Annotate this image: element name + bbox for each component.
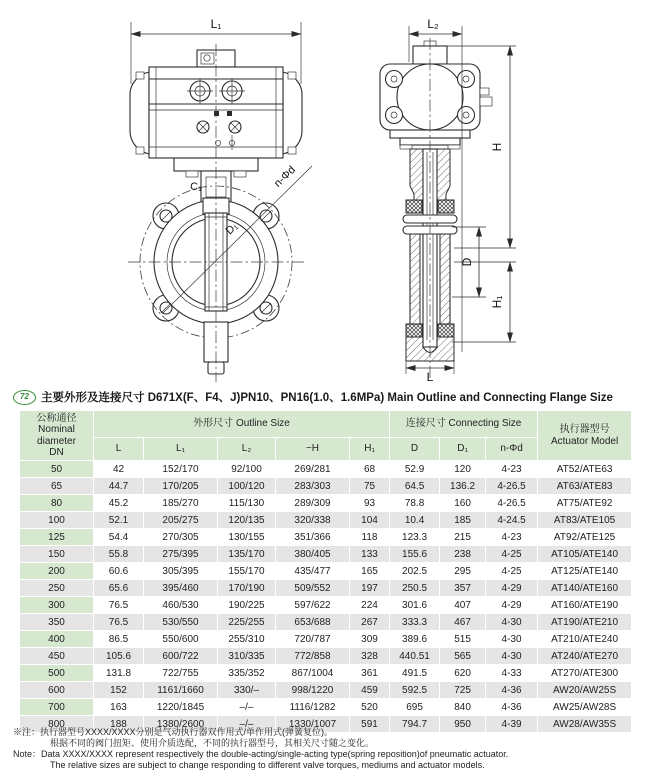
cell-value: AW28/AW35S [538,716,632,733]
cell-value: 152/170 [144,461,218,478]
cell-value: 407 [440,597,486,614]
cell-value: 772/858 [276,648,350,665]
cell-value: AT125/ATE140 [538,563,632,580]
cell-dn: 600 [20,682,94,699]
table-row [20,648,632,665]
cell-dn: 250 [20,580,94,597]
cell-value: AT63/ATE83 [538,478,632,495]
col-header-n-phi-d: n-Φd [486,438,538,461]
dim-label-d: D [460,257,474,267]
dn-header-en3: DN [49,446,64,458]
cell-value: 395/460 [144,580,218,597]
cell-value: 840 [440,699,486,716]
cell-value: 238 [440,546,486,563]
cell-value: 1330/1007 [276,716,350,733]
cell-value: 520 [350,699,390,716]
cell-value: 4-30 [486,631,538,648]
col-header-actuator-model [538,411,632,461]
col-header-H1: H₁ [350,438,390,461]
cell-value: AW20/AW25S [538,682,632,699]
cell-value: 120/135 [218,512,276,529]
cell-value: 380/405 [276,546,350,563]
cell-value: 269/281 [276,461,350,478]
cell-value: AT270/ATE300 [538,665,632,682]
cell-value: 104 [350,512,390,529]
cell-value: 4-33 [486,665,538,682]
cell-value: 86.5 [94,631,144,648]
cell-value: 460/530 [144,597,218,614]
col-header-L2: L₂ [218,438,276,461]
col-group-connecting-size: 连接尺寸 Connecting Size [390,411,538,438]
cell-value: 165 [350,563,390,580]
valve-drawing-svg [0,0,650,386]
cell-value: 54.4 [94,529,144,546]
cell-value: 190/225 [218,597,276,614]
cell-value: 4-26.5 [486,495,538,512]
cell-value: 123.3 [390,529,440,546]
technical-drawings [0,0,650,386]
cell-value: 289/309 [276,495,350,512]
cell-value: 270/305 [144,529,218,546]
footnote-line: 根据不同的阀门扭矩、使用介质选配，不同的执行器型号，其相关尺寸随之变化。 [50,738,375,748]
cell-value: 794.7 [390,716,440,733]
cell-value: 78.8 [390,495,440,512]
cell-value: 250.5 [390,580,440,597]
table-row [20,495,632,512]
cell-value: 592.5 [390,682,440,699]
cell-value: 4-23 [486,529,538,546]
cell-value: 188 [94,716,144,733]
cell-dn: 100 [20,512,94,529]
cell-value: AT190/ATE210 [538,614,632,631]
col-group-outline-size: 外形尺寸 Outline Size [94,411,390,438]
col-header-dn [20,411,94,461]
cell-value: 197 [350,580,390,597]
cell-value: 160 [440,495,486,512]
cell-value: 155.6 [390,546,440,563]
cell-value: 225/255 [218,614,276,631]
cell-value: 467 [440,614,486,631]
cell-value: AT160/ATE190 [538,597,632,614]
cell-value: 170/190 [218,580,276,597]
cell-value: 60.6 [94,563,144,580]
cell-value: 115/130 [218,495,276,512]
cell-value: 52.1 [94,512,144,529]
cell-value: 55.8 [94,546,144,563]
cell-value: 4-36 [486,682,538,699]
cell-value: 357 [440,580,486,597]
cell-value: 64.5 [390,478,440,495]
table-row [20,478,632,495]
cell-value: 597/622 [276,597,350,614]
cell-value: 255/310 [218,631,276,648]
table-row [20,631,632,648]
cell-value: 351/366 [276,529,350,546]
dim-label-l2: L₂ [427,17,439,31]
cell-value: 224 [350,597,390,614]
cell-value: 330/– [218,682,276,699]
cell-value: 4-25 [486,546,538,563]
section-title-row [0,386,650,408]
cell-value: 163 [94,699,144,716]
cell-value: 4-24.5 [486,512,538,529]
table-row [20,614,632,631]
cell-value: 65.6 [94,580,144,597]
cell-value: 389.6 [390,631,440,648]
cell-value: 1380/2600 [144,716,218,733]
cell-dn: 400 [20,631,94,648]
cell-dn: 700 [20,699,94,716]
cell-value: 133 [350,546,390,563]
cell-value: 333.3 [390,614,440,631]
cell-value: 100/120 [218,478,276,495]
table-row [20,512,632,529]
dn-header-zh: 公称通径 [36,413,77,425]
cell-value: 1220/1845 [144,699,218,716]
dn-header-en1: Nominal [38,424,75,436]
cell-value: 509/552 [276,580,350,597]
cell-value: 550/600 [144,631,218,648]
cell-value: 136.2 [440,478,486,495]
cell-value: 335/352 [218,665,276,682]
cell-value: 267 [350,614,390,631]
cell-value: 361 [350,665,390,682]
cell-value: 120 [440,461,486,478]
cell-dn: 200 [20,563,94,580]
cell-value: 4-26.5 [486,478,538,495]
actuator-header-zh: 执行器型号 [559,424,610,436]
cell-value: 565 [440,648,486,665]
cell-value: 4-36 [486,699,538,716]
cell-value: 4-29 [486,597,538,614]
cell-value: 93 [350,495,390,512]
cell-value: 4-23 [486,461,538,478]
table-row [20,529,632,546]
side-view [380,17,516,384]
table-row [20,461,632,478]
table-row [20,699,632,716]
cell-value: 4-39 [486,716,538,733]
col-header-H: ~H [276,438,350,461]
cell-dn: 800 [20,716,94,733]
cell-value: 725 [440,682,486,699]
cell-value: 328 [350,648,390,665]
cell-dn: 500 [20,665,94,682]
cell-value: –/– [218,699,276,716]
cell-value: 435/477 [276,563,350,580]
dim-label-n-phi-d: n-Φd [271,163,298,190]
cell-dn: 150 [20,546,94,563]
cell-value: 202.5 [390,563,440,580]
cell-value: 491.5 [390,665,440,682]
cell-value: 185 [440,512,486,529]
brand-logo-icon [13,390,36,405]
cell-value: 76.5 [94,597,144,614]
cell-value: 950 [440,716,486,733]
cell-value: 52.9 [390,461,440,478]
cell-value: 653/688 [276,614,350,631]
table-row [20,682,632,699]
footnotes [13,727,643,771]
cell-value: AT75/ATE92 [538,495,632,512]
cell-value: 155/170 [218,563,276,580]
dim-label-d1: D₁ [223,220,241,238]
dim-label-l1: L₁ [210,17,222,31]
dim-label-h1: H₁ [490,295,504,309]
cell-value: 620 [440,665,486,682]
cell-value: AT140/ATE160 [538,580,632,597]
cell-value: AT83/ATE105 [538,512,632,529]
cell-value: 215 [440,529,486,546]
table-row [20,665,632,682]
cell-value: 68 [350,461,390,478]
cell-value: 275/395 [144,546,218,563]
cell-value: 45.2 [94,495,144,512]
dimension-table-wrap [19,410,631,733]
table-row [20,563,632,580]
dim-label-h: H [490,142,504,152]
cell-dn: 300 [20,597,94,614]
actuator-header-en: Actuator Model [550,435,619,447]
cell-value: AT92/ATE125 [538,529,632,546]
cell-value: 44.7 [94,478,144,495]
cell-value: 301.6 [390,597,440,614]
cell-value: 131.8 [94,665,144,682]
side-fitting-icon [480,88,489,95]
cell-dn: 450 [20,648,94,665]
col-header-D: D [390,438,440,461]
table-row [20,580,632,597]
cell-value: 722/755 [144,665,218,682]
cell-value: AT105/ATE140 [538,546,632,563]
cell-value: 130/155 [218,529,276,546]
cell-value: AW25/AW28S [538,699,632,716]
cell-value: AT240/ATE270 [538,648,632,665]
col-header-D1: D₁ [440,438,486,461]
cell-value: 152 [94,682,144,699]
cell-value: 310/335 [218,648,276,665]
cell-value: AT210/ATE240 [538,631,632,648]
cell-value: 10.4 [390,512,440,529]
cell-dn: 125 [20,529,94,546]
table-row [20,597,632,614]
cell-value: 105.6 [94,648,144,665]
dim-label-c1: C₁ [190,181,202,193]
cell-value: 4-30 [486,648,538,665]
cell-dn: 350 [20,614,94,631]
cell-value: 170/205 [144,478,218,495]
dimension-table [19,410,632,733]
cell-value: 42 [94,461,144,478]
cell-dn: 50 [20,461,94,478]
cell-value: 695 [390,699,440,716]
cell-value: 440.51 [390,648,440,665]
cell-value: 309 [350,631,390,648]
cell-value: 591 [350,716,390,733]
cell-value: 295 [440,563,486,580]
cell-value: 76.5 [94,614,144,631]
cell-value: 867/1004 [276,665,350,682]
cell-value: 205/275 [144,512,218,529]
footnote-line: Note：Data XXXX/XXXX represent respectively the double-acting/single-acting type(spring reposition)of pneumatic actuator. [13,749,509,759]
footnote-line: The relative sizes are subject to change responding to different valve torques, mediums and actuator models. [50,760,485,770]
cell-value: 305/395 [144,563,218,580]
col-header-L1: L₁ [144,438,218,461]
cell-value: 1116/1282 [276,699,350,716]
cell-value: 720/787 [276,631,350,648]
cell-value: 4-30 [486,614,538,631]
table-row [20,546,632,563]
cell-value: 283/303 [276,478,350,495]
cell-value: 118 [350,529,390,546]
cell-value: 1161/1660 [144,682,218,699]
front-view [128,17,312,382]
cell-value: –/– [218,716,276,733]
col-header-L: L [94,438,144,461]
cell-value: 75 [350,478,390,495]
cell-value: 135/170 [218,546,276,563]
brand-logo-glyph: 72 [20,392,29,401]
cell-dn: 65 [20,478,94,495]
cell-value: 530/550 [144,614,218,631]
cell-value: AT52/ATE63 [538,461,632,478]
cell-value: 92/100 [218,461,276,478]
footnote-line: ※注：执行器型号XXXX/XXXX分别是气动执行器双作用式/单作用式(弹簧复位)。 [13,727,334,737]
cell-value: 320/338 [276,512,350,529]
dim-label-l: L [426,370,434,384]
cell-value: 4-29 [486,580,538,597]
table-body [20,461,632,733]
page-title: 主要外形及连接尺寸 D671X(F、F4、J)PN10、PN16(1.0、1.6MPa) Main Outline and Connecting Flange Size [41,392,613,404]
cell-dn: 80 [20,495,94,512]
cell-value: 459 [350,682,390,699]
cell-value: 515 [440,631,486,648]
cell-value: 600/722 [144,648,218,665]
dn-header-en2: diameter [37,435,76,447]
cell-value: 4-25 [486,563,538,580]
cell-value: 185/270 [144,495,218,512]
cell-value: 998/1220 [276,682,350,699]
